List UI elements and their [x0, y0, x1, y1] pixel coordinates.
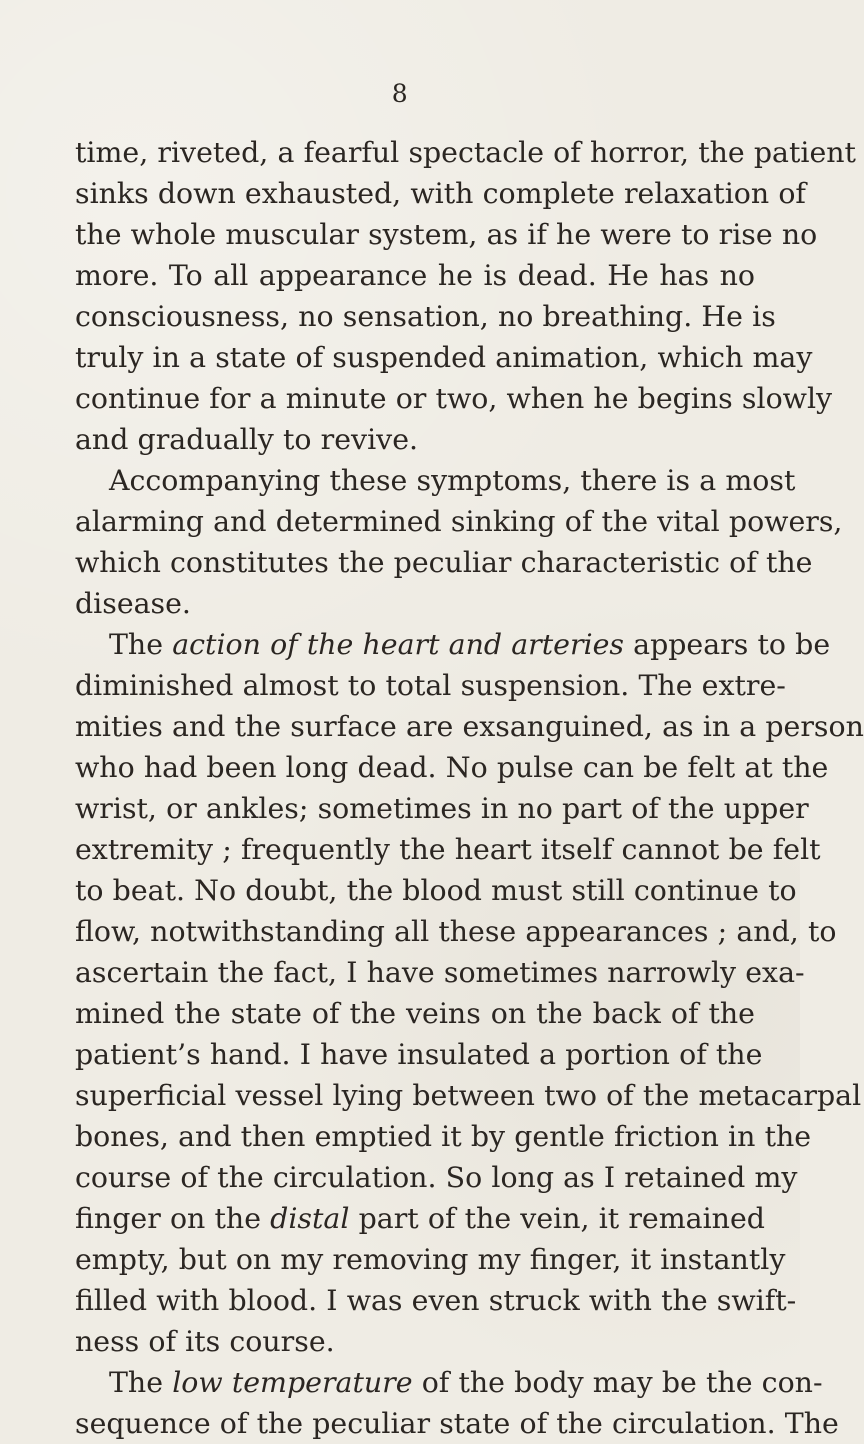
text-line: time, riveted, a fearful spectacle of horror, the patient — [75, 136, 856, 169]
text-line: course of the circulation. So long as I retained my — [75, 1161, 798, 1194]
text-line: to beat. No doubt, the blood must still continue to — [75, 874, 797, 907]
text-line — [75, 1362, 823, 1403]
body-text — [75, 132, 864, 1444]
text-line: continue for a minute or two, when he begins slowly — [75, 382, 833, 415]
text-line: bones, and then emptied it by gentle friction in the — [75, 1120, 812, 1153]
text-line: patient’s hand. I have insulated a portion of the — [75, 1038, 763, 1071]
text-line: superficial vessel lying between two of the metacarpal — [75, 1079, 862, 1112]
text-line: diminished almost to total suspension. The extre- — [75, 669, 786, 702]
text-line — [75, 1198, 765, 1239]
text-line: alarming and determined sinking of the vital powers, — [75, 505, 843, 538]
italic-fragment: action of the heart and arteries — [172, 628, 624, 661]
text-line: Accompanying these symptoms, there is a most — [109, 464, 796, 497]
text-line: ness of its course. — [75, 1325, 335, 1358]
italic-fragment: low temperature — [172, 1366, 413, 1399]
text-line: truly in a state of suspended animation, which may — [75, 341, 813, 374]
italic-fragment: distal — [270, 1202, 350, 1235]
page-number: 8 — [391, 79, 409, 108]
line-fragment: of the body may be the con- — [412, 1366, 823, 1399]
text-line: empty, but on my removing my finger, it instantly — [75, 1243, 786, 1276]
text-line: ascertain the fact, I have sometimes narrowly exa- — [75, 956, 805, 989]
text-line: the whole muscular system, as if he were to rise no — [75, 218, 818, 251]
text-line: mities and the surface are exsanguined, as in a person — [75, 710, 864, 743]
line-fragment: The — [109, 628, 173, 661]
text-line: consciousness, no sensation, no breathing. He is — [75, 300, 776, 333]
text-line — [75, 624, 831, 665]
text-line: and gradually to revive. — [75, 423, 419, 456]
text-line: disease. — [75, 587, 191, 620]
text-line: filled with blood. I was even struck with the swift- — [75, 1284, 797, 1317]
line-fragment: The — [109, 1366, 173, 1399]
text-line: sequence of the peculiar state of the circulation. The — [75, 1407, 839, 1440]
text-line: extremity ; frequently the heart itself cannot be felt — [75, 833, 821, 866]
text-line: sinks down exhausted, with complete relaxation of — [75, 177, 806, 210]
text-line: flow, notwithstanding all these appearances ; and, to — [75, 915, 837, 948]
text-line: more. To all appearance he is dead. He has no — [75, 259, 755, 292]
line-fragment: finger on the — [75, 1202, 271, 1235]
line-fragment: appears to be — [623, 628, 831, 661]
text-line: mined the state of the veins on the back of the — [75, 997, 755, 1030]
text-line: wrist, or ankles; sometimes in no part of the upper — [75, 792, 809, 825]
text-line: who had been long dead. No pulse can be felt at the — [75, 751, 829, 784]
text-line: which constitutes the peculiar characteristic of the — [75, 546, 813, 579]
line-fragment: part of the vein, it remained — [349, 1202, 765, 1235]
